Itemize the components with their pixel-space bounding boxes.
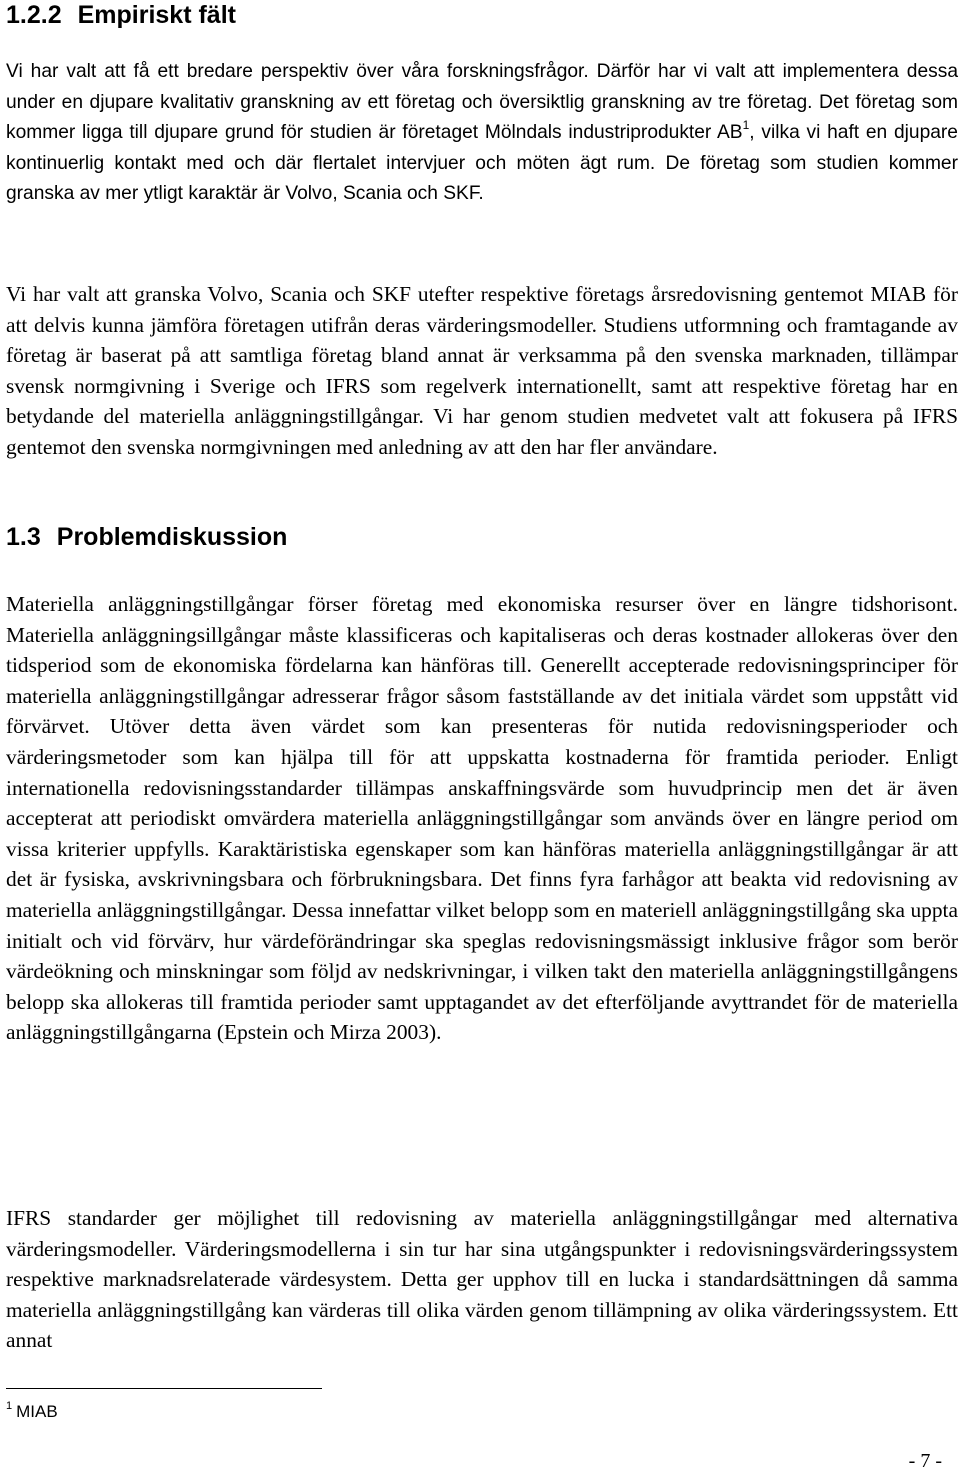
footnote-reference[interactable]: 1 — [742, 118, 750, 133]
footnote — [6, 1402, 58, 1422]
page-number: - 7 - — [908, 1450, 942, 1472]
paragraph-problemdiskussion-1: Materiella anläggningstillgångar förser företag med ekonomiska resurser över en längre tidshorisont. Materiella anläggningsillgångar måste klassificeras och kapitaliseras och deras kostnader allokeras över den tidsperiod som de ekonomiska fördelarna kan hänföras till. Generellt accepterade redovisningsprinciper för materiella anläggningstillgångar adresserar frågor såsom fastställande av det initiala värdet som uppstått vid förvärvet. Utöver detta även värdet som kan presenteras för nutida redovisningsperioder och värderingsmetoder som kan hjälpa till för att uppskatta kostnaderna för framtida perioder. Enligt internationella redovisningsstandarder tillämpas anskaffningsvärde som huvudprincip men det är även accepterat att periodiskt omvärdera materiella anläggningstillgångar som används över en längre period om vissa kriterier uppfylls. Karaktäristiska egenskaper som kan hänföras materiella anläggningstillgångar är att det är fysiska, avskrivningsbara och förbrukningsbara. Det finns fyra farhågor att beakta vid redovisning av materiella anläggningstillgångar. Dessa innefattar vilket belopp som en materiell anläggningstillgång ska uppta initialt och vid förvärv, hur värdeförändringar ska speglas redovisningsmässigt inklusive frågor som berör värdeökning och minskningar som följd av nedskrivningar, i vilken takt den materiella anläggningstillgångens belopp ska allokeras till framtida perioder samt upptagandet av det efterföljande avyttrandet för de materiella anläggningstillgångarna (Epstein och Mirza 2003). — [6, 592, 958, 1045]
paragraph-problemdiskussion-2: IFRS standarder ger möjlighet till redovisning av materiella anläggningstillgångar med alternativa värderingsmodeller. Värderingsmodellerna i sin tur har sina utgångspunkter i redovisningsvärderingssystem respektive marknadsrelaterade värdesystem. Detta ger upphov till en lucka i standardsättningen då samma materiella anläggningstillgång kan värderas till olika värden genom tillämpning av olika värderingssystem. Ett annat — [6, 1206, 958, 1353]
paragraph-empiriskt-falt-1 — [6, 57, 958, 210]
section-number: 1.2.2 — [6, 1, 62, 29]
section-title: Empiriskt fält — [77, 1, 236, 29]
paragraph-text: Vi har valt att få ett bredare perspektiv över våra forskningsfrågor. Därför har vi valt att implementera dessa under en djupare kvalitativ granskning av ett företag och översiktlig granskning av tre företag. Det företag som kommer ligga till djupare grund för studien är företaget Mölndals industriprodukter AB — [6, 61, 958, 144]
paragraph-empiriskt-falt-2: Vi har valt att granska Volvo, Scania och SKF utefter respektive företags årsredovisning gentemot MIAB för att delvis kunna jämföra företagen utifrån deras värderingsmodeller. Studiens utformning och framtagande av företag är baserat på att samtliga företag bland annat är verksamma på den svenska marknaden, tillämpar svensk normgivning i Sverige och IFRS som regelverk internationellt, samt att respektive företag har en betydande del materiella anläggningstillgångar. Vi har genom studien medvetet valt att fokusera på IFRS gentemot den svenska normgivningen med anledning av att den har fler användare. — [6, 282, 958, 459]
footnote-divider — [6, 1388, 322, 1389]
section-number: 1.3 — [6, 523, 41, 551]
section-title: Problemdiskussion — [56, 523, 288, 551]
footnote-marker: 1 — [6, 1400, 13, 1412]
section-heading-problemdiskussion — [6, 522, 287, 552]
footnote-text: MIAB — [16, 1402, 58, 1421]
paragraph-text: , vilka vi haft en djupare kontinuerlig kontakt med och där flertalet intervjuer och möten ägt rum. De företag som studien kommer granska av mer ytligt karaktär är Volvo, Scania och SKF. — [6, 122, 958, 205]
section-heading-empiriskt-falt — [6, 0, 236, 30]
